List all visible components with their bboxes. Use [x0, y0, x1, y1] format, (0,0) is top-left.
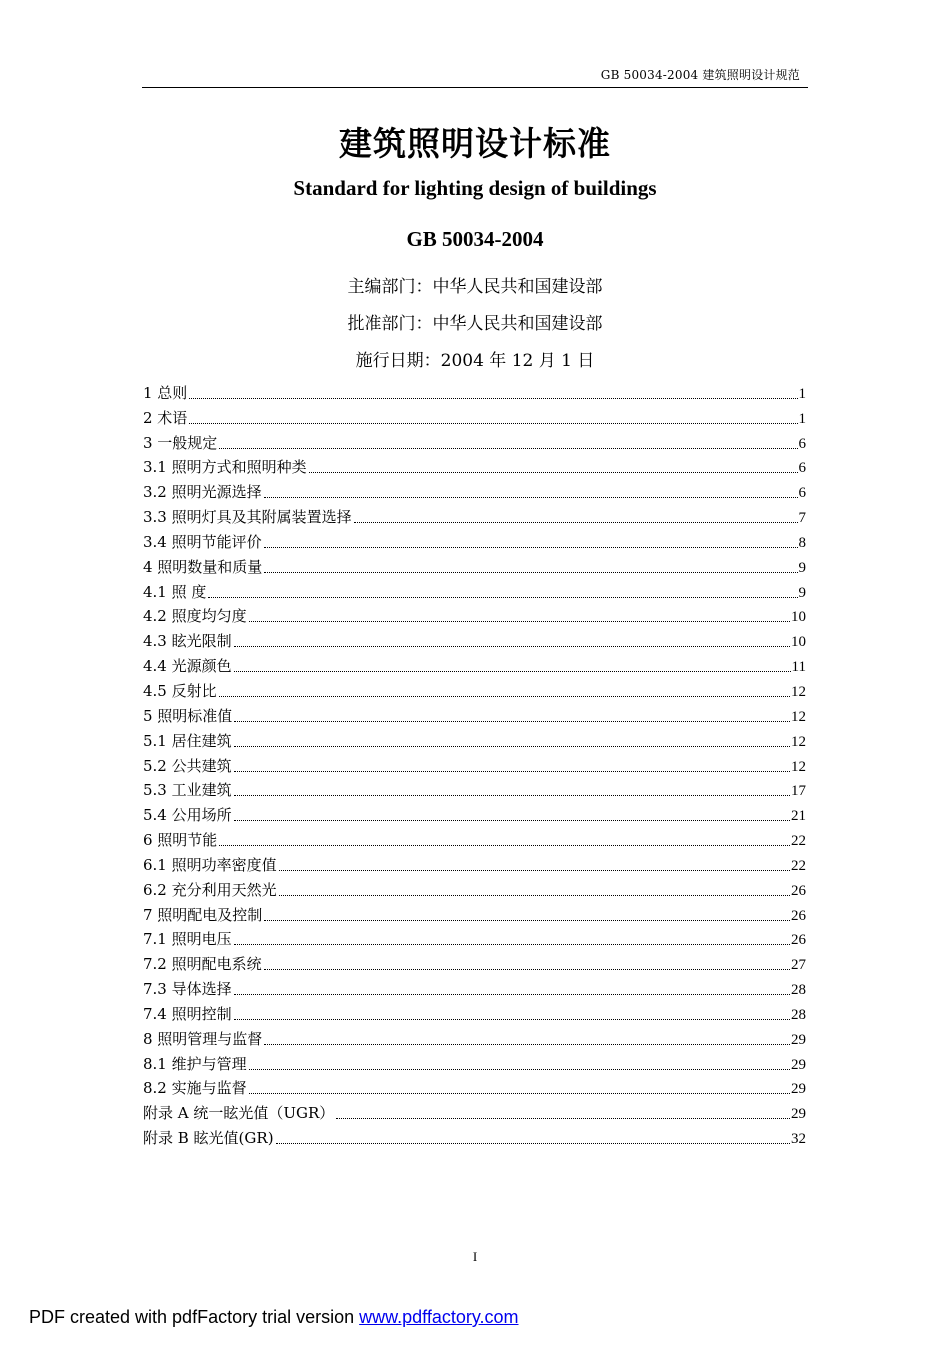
- toc-entry[interactable]: [143, 577, 806, 602]
- toc-entry-page: 10: [791, 634, 806, 651]
- toc-entry-page: 26: [791, 882, 806, 899]
- toc-entry[interactable]: [143, 776, 806, 801]
- toc-entry-label: 5.1 居住建筑: [143, 731, 232, 750]
- toc-entry-label: 5 照明标准值: [143, 706, 233, 725]
- toc-entry[interactable]: [143, 900, 806, 925]
- toc-entry-label: 3.2 照明光源选择: [143, 483, 262, 502]
- toc-leader-dots: [336, 1117, 790, 1119]
- toc-entry-label: 3.1 照明方式和照明种类: [143, 458, 307, 477]
- toc-entry[interactable]: [143, 502, 806, 527]
- toc-entry-page: 26: [791, 907, 806, 924]
- toc-entry-page: 29: [791, 1106, 806, 1123]
- toc-entry[interactable]: [143, 974, 806, 999]
- toc-leader-dots: [354, 521, 798, 523]
- toc-entry[interactable]: [143, 999, 806, 1024]
- toc-entry-label: 4.4 光源颜色: [143, 657, 232, 676]
- toc-entry-label: 附录 A 统一眩光值（UGR）: [143, 1104, 335, 1123]
- toc-entry-page: 21: [791, 808, 806, 825]
- toc-entry-page: 6: [798, 485, 806, 502]
- toc-entry-page: 6: [798, 435, 806, 452]
- toc-leader-dots: [279, 869, 790, 871]
- toc-entry-label: 6 照明节能: [143, 831, 218, 850]
- header-divider: [142, 87, 808, 88]
- toc-entry-label: 2 术语: [143, 408, 188, 427]
- toc-entry[interactable]: [143, 850, 806, 875]
- toc-entry[interactable]: [143, 949, 806, 974]
- approval-department: 批准部门：中华人民共和国建设部: [347, 314, 603, 334]
- toc-entry-page: 12: [791, 733, 806, 750]
- toc-entry[interactable]: [143, 403, 806, 428]
- toc-entry-page: 22: [791, 857, 806, 874]
- toc-entry-label: 4.5 反射比: [143, 681, 217, 700]
- document-english-title: Standard for lighting design of buildings: [293, 176, 657, 200]
- toc-entry[interactable]: [143, 800, 806, 825]
- toc-entry[interactable]: [143, 602, 806, 627]
- toc-entry-label: 3 一般规定: [143, 433, 218, 452]
- toc-entry-page: 12: [791, 708, 806, 725]
- toc-leader-dots: [219, 695, 790, 697]
- toc-leader-dots: [189, 397, 797, 399]
- toc-leader-dots: [189, 422, 797, 424]
- toc-entry[interactable]: [143, 1049, 806, 1074]
- toc-entry[interactable]: [143, 527, 806, 552]
- toc-entry-page: 10: [791, 609, 806, 626]
- toc-entry-label: 5.2 公共建筑: [143, 756, 232, 775]
- toc-entry[interactable]: [143, 626, 806, 651]
- toc-entry-page: 29: [791, 1056, 806, 1073]
- toc-leader-dots: [234, 770, 790, 772]
- pdf-footer: [29, 1307, 519, 1328]
- toc-entry-label: 7.1 照明电压: [143, 930, 232, 949]
- toc-entry[interactable]: [143, 726, 806, 751]
- toc-entry-page: 12: [791, 758, 806, 775]
- toc-entry-label: 4.1 照 度: [143, 582, 207, 601]
- footer-link[interactable]: www.pdffactory.com: [359, 1307, 519, 1327]
- toc-entry-label: 4 照明数量和质量: [143, 557, 263, 576]
- toc-leader-dots: [264, 968, 790, 970]
- toc-entry-page: 1: [798, 410, 806, 427]
- toc-entry-label: 7.3 导体选择: [143, 980, 232, 999]
- toc-leader-dots: [249, 620, 790, 622]
- toc-entry-page: 29: [791, 1031, 806, 1048]
- toc-entry-page: 6: [798, 460, 806, 477]
- toc-entry-label: 7.4 照明控制: [143, 1004, 232, 1023]
- toc-entry-label: 6.2 充分利用天然光: [143, 880, 277, 899]
- table-of-contents: [143, 378, 806, 1148]
- page-number: I: [472, 1249, 478, 1264]
- toc-leader-dots: [234, 993, 790, 995]
- toc-entry-page: 1: [798, 385, 806, 402]
- toc-entry-label: 8.2 实施与监督: [143, 1079, 247, 1098]
- toc-entry-label: 3.4 照明节能评价: [143, 532, 262, 551]
- toc-entry-page: 28: [791, 982, 806, 999]
- toc-leader-dots: [234, 670, 791, 672]
- toc-entry-page: 12: [791, 683, 806, 700]
- toc-entry-label: 8.1 维护与管理: [143, 1054, 247, 1073]
- toc-entry-page: 27: [791, 957, 806, 974]
- toc-entry[interactable]: [143, 378, 806, 403]
- toc-entry[interactable]: [143, 428, 806, 453]
- footer-text: PDF created with pdfFactory trial version: [29, 1307, 360, 1327]
- toc-entry-label: 4.2 照度均匀度: [143, 607, 247, 626]
- toc-entry[interactable]: [143, 453, 806, 478]
- toc-leader-dots: [234, 1018, 790, 1020]
- toc-entry[interactable]: [143, 1098, 806, 1123]
- toc-leader-dots: [249, 1092, 790, 1094]
- toc-entry-page: 26: [791, 932, 806, 949]
- toc-leader-dots: [264, 1043, 790, 1045]
- toc-entry-page: 28: [791, 1006, 806, 1023]
- toc-entry-label: 3.3 照明灯具及其附属装置选择: [143, 508, 352, 527]
- toc-entry-page: 29: [791, 1081, 806, 1098]
- toc-entry-page: 22: [791, 833, 806, 850]
- toc-entry-label: 1 总则: [143, 383, 188, 402]
- toc-entry[interactable]: [143, 651, 806, 676]
- toc-leader-dots: [219, 447, 797, 449]
- toc-leader-dots: [264, 496, 798, 498]
- toc-entry-label: 7.2 照明配电系统: [143, 955, 262, 974]
- toc-entry-page: 32: [791, 1131, 806, 1148]
- toc-leader-dots: [208, 596, 797, 598]
- toc-leader-dots: [234, 645, 790, 647]
- toc-entry-label: 7 照明配电及控制: [143, 905, 263, 924]
- effective-date: 施行日期：2004 年 12 月 1 日: [355, 351, 595, 371]
- toc-leader-dots: [249, 1068, 790, 1070]
- toc-entry-page: 9: [798, 559, 806, 576]
- toc-entry-label: 5.3 工业建筑: [143, 781, 232, 800]
- toc-leader-dots: [234, 745, 790, 747]
- toc-entry[interactable]: [143, 1074, 806, 1099]
- toc-leader-dots: [264, 571, 797, 573]
- toc-entry-page: 9: [798, 584, 806, 601]
- toc-leader-dots: [219, 844, 790, 846]
- toc-entry[interactable]: [143, 825, 806, 850]
- toc-entry[interactable]: [143, 701, 806, 726]
- toc-leader-dots: [276, 1142, 790, 1144]
- toc-entry-label: 6.1 照明功率密度值: [143, 855, 277, 874]
- toc-leader-dots: [234, 819, 790, 821]
- toc-entry[interactable]: [143, 552, 806, 577]
- toc-entry-label: 附录 B 眩光值(GR): [143, 1129, 274, 1148]
- toc-entry-label: 8 照明管理与监督: [143, 1029, 263, 1048]
- toc-entry[interactable]: [143, 477, 806, 502]
- standard-code: GB 50034-2004: [406, 227, 544, 251]
- toc-leader-dots: [279, 894, 790, 896]
- toc-leader-dots: [234, 943, 790, 945]
- toc-entry-page: 7: [798, 510, 806, 527]
- toc-entry[interactable]: [143, 751, 806, 776]
- toc-entry[interactable]: [143, 925, 806, 950]
- toc-leader-dots: [264, 919, 790, 921]
- editor-department: 主编部门：中华人民共和国建设部: [347, 277, 603, 297]
- toc-entry-label: 5.4 公用场所: [143, 806, 232, 825]
- toc-leader-dots: [264, 546, 798, 548]
- toc-leader-dots: [309, 471, 798, 473]
- toc-leader-dots: [234, 794, 790, 796]
- toc-entry[interactable]: [143, 676, 806, 701]
- toc-entry[interactable]: [143, 875, 806, 900]
- toc-leader-dots: [234, 720, 790, 722]
- toc-entry[interactable]: [143, 1123, 806, 1148]
- document-title: 建筑照明设计标准: [339, 124, 611, 163]
- toc-entry-page: 11: [791, 659, 806, 676]
- toc-entry-page: 17: [791, 783, 806, 800]
- toc-entry[interactable]: [143, 1024, 806, 1049]
- toc-entry-page: 8: [798, 534, 806, 551]
- toc-entry-label: 4.3 眩光限制: [143, 632, 232, 651]
- running-header-title: GB 50034-2004 建筑照明设计规范: [600, 68, 800, 82]
